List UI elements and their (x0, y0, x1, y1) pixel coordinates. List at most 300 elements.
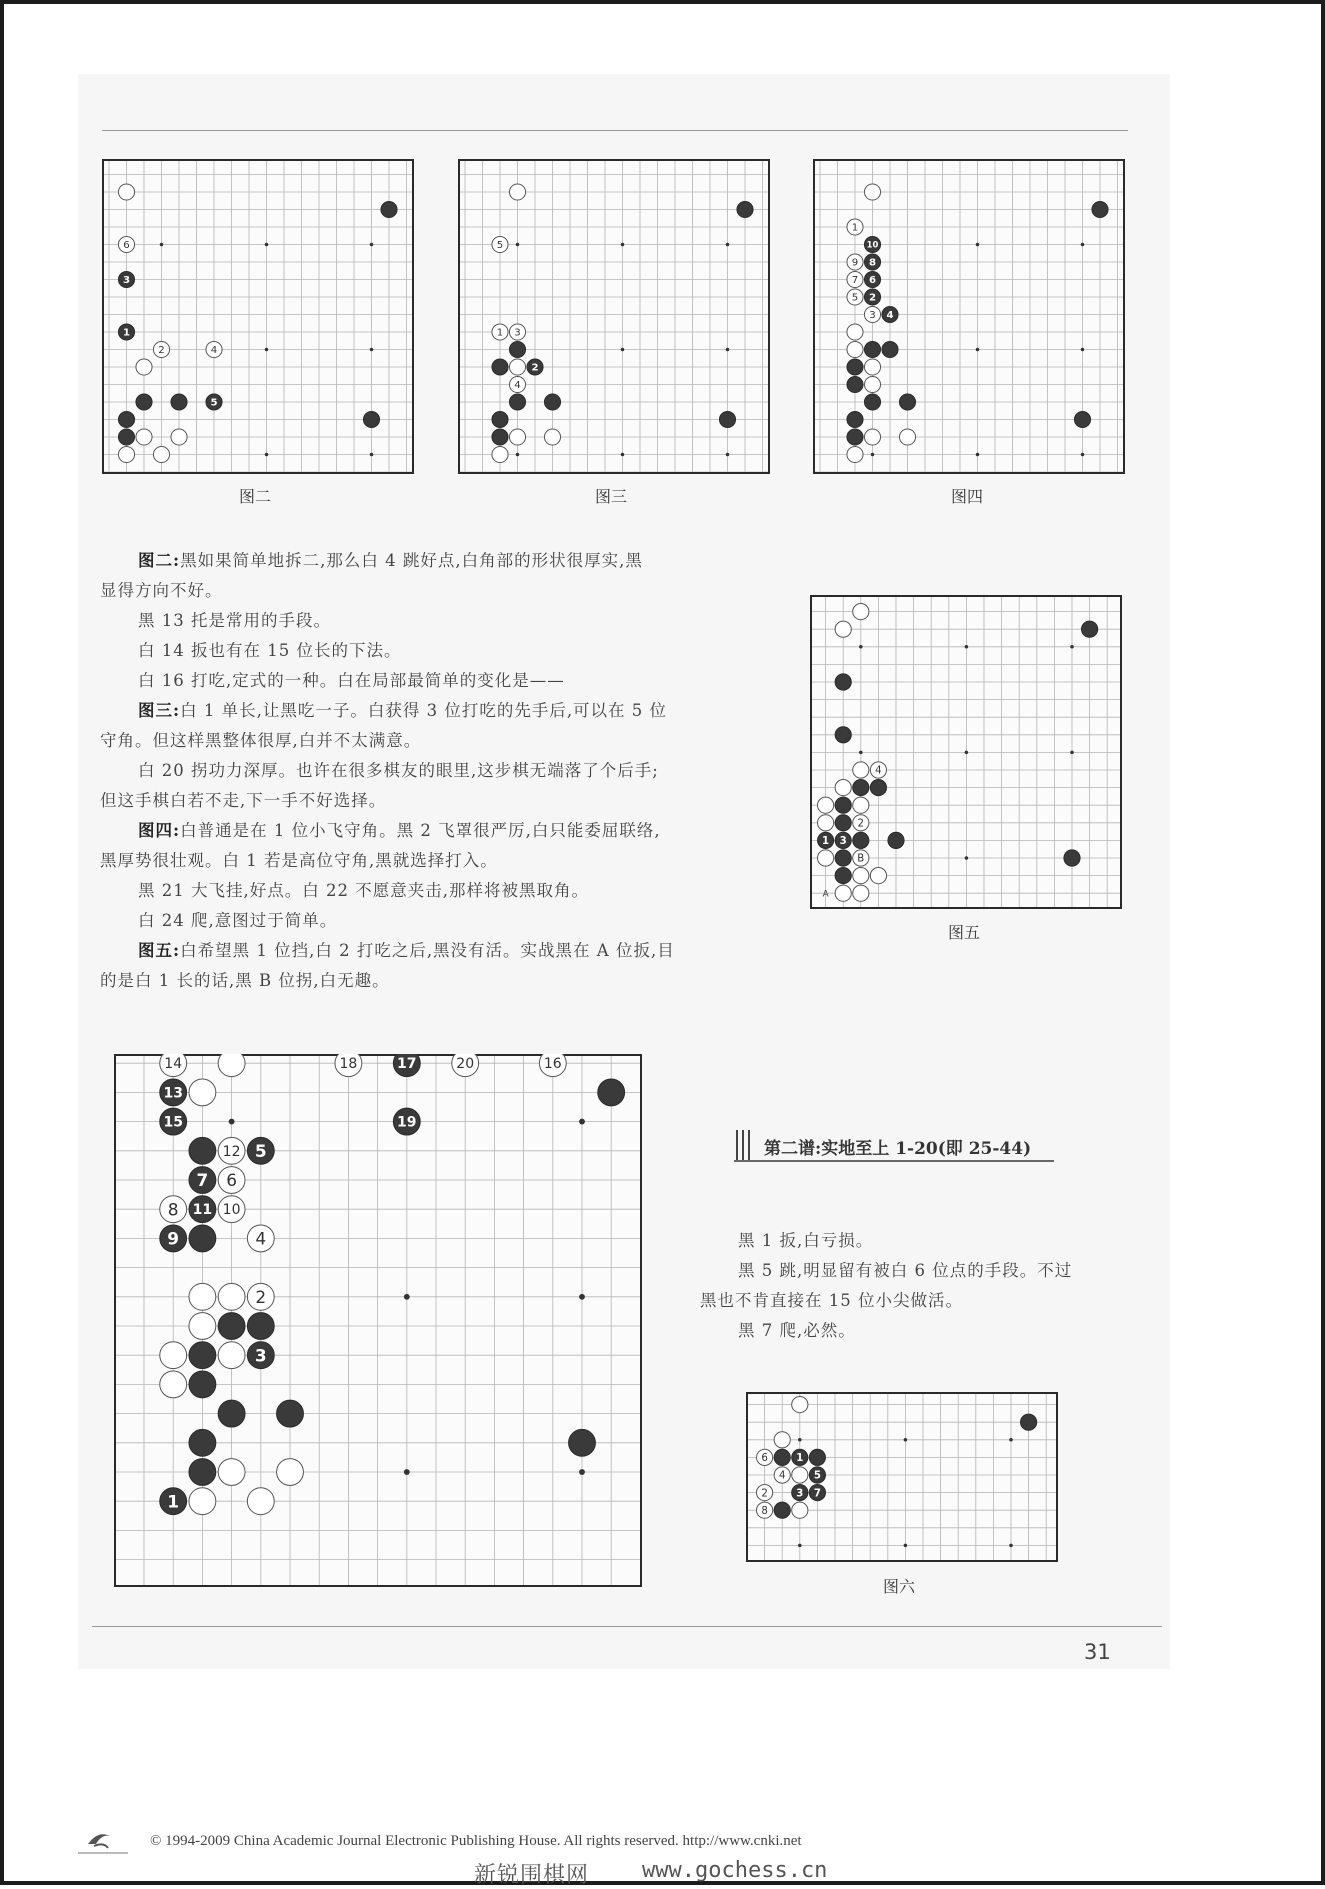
star-point (965, 751, 969, 755)
move-number: 8 (167, 1199, 179, 1220)
line-text: 黑 5 跳,明显留有被白 6 位点的手段。不过 (738, 1261, 1073, 1280)
white-stone (335, 1054, 362, 1077)
black-stone (189, 1371, 216, 1398)
go-board-svg (746, 1392, 1058, 1562)
text-line (100, 816, 740, 846)
move-number: 5 (254, 1140, 267, 1161)
move-number: 9 (167, 1228, 180, 1249)
black-stone (835, 674, 851, 690)
star-point (621, 348, 625, 352)
white-stone (870, 762, 886, 778)
star-point (516, 243, 520, 247)
move-number: 7 (196, 1170, 209, 1191)
white-stone (160, 1054, 187, 1077)
white-stone (153, 446, 169, 462)
text-line (100, 876, 740, 906)
black-stone (189, 1225, 216, 1252)
star-point (404, 1469, 410, 1475)
line-text: 守角。但这样黑整体很厚,白并不太满意。 (100, 731, 422, 750)
black-stone (160, 1108, 187, 1135)
black-stone (888, 832, 904, 848)
move-number: 3 (514, 327, 521, 339)
text-line (100, 966, 740, 996)
black-stone (189, 1196, 216, 1223)
move-number: 1 (822, 836, 830, 848)
white-stone (452, 1054, 479, 1077)
white-stone (792, 1467, 808, 1483)
line-text: 黑 13 托是常用的手段。 (138, 611, 331, 630)
white-stone (774, 1432, 790, 1448)
star-point (726, 348, 730, 352)
move-number: 2 (158, 345, 165, 357)
white-stone (864, 306, 880, 322)
figure-6-caption: 图六 (882, 1577, 915, 1596)
text-line (100, 906, 740, 936)
black-stone (853, 780, 869, 796)
black-stone (118, 271, 134, 287)
white-stone (171, 429, 187, 445)
line-text: 白 14 扳也有在 15 位长的下法。 (138, 641, 402, 660)
black-stone (853, 832, 869, 848)
white-stone (847, 271, 863, 287)
black-stone (737, 201, 753, 217)
white-stone (818, 815, 834, 831)
figure-5-board (810, 595, 1122, 909)
text-line (100, 786, 740, 816)
move-number: 4 (514, 380, 521, 392)
black-stone (899, 394, 915, 410)
section-title (734, 1126, 1054, 1166)
white-stone (189, 1283, 216, 1310)
move-number: 1 (796, 1453, 804, 1465)
black-stone (118, 324, 134, 340)
white-stone (818, 850, 834, 866)
move-number: 10 (222, 1202, 241, 1219)
text-line (700, 1286, 1130, 1316)
move-number: 3 (869, 310, 876, 322)
black-stone (818, 832, 834, 848)
black-stone (882, 306, 898, 322)
move-number: 16 (543, 1056, 562, 1073)
star-point (621, 453, 625, 457)
black-stone (847, 376, 863, 392)
white-stone (847, 446, 863, 462)
star-point (1070, 751, 1074, 755)
black-stone (160, 1225, 187, 1252)
move-number: 6 (761, 1453, 768, 1465)
star-point (798, 1438, 802, 1442)
go-board-svg (102, 159, 414, 474)
page-number: 31 (1084, 1640, 1111, 1664)
star-point (965, 645, 969, 649)
star-point (370, 348, 374, 352)
white-stone (847, 289, 863, 305)
white-stone (509, 359, 525, 375)
figure-label: 图二: (138, 551, 181, 570)
black-stone (118, 411, 134, 427)
move-number: 5 (496, 240, 504, 252)
black-stone (569, 1429, 596, 1456)
star-point (904, 1544, 908, 1548)
move-number: 4 (210, 345, 218, 357)
black-stone (835, 832, 851, 848)
move-number: 5 (210, 397, 218, 409)
white-stone (136, 429, 152, 445)
white-stone (218, 1342, 245, 1369)
black-stone (544, 394, 560, 410)
star-point (976, 453, 980, 457)
figure-3-caption: 图三 (594, 487, 627, 506)
white-stone (853, 762, 869, 778)
white-stone (864, 429, 880, 445)
figure-2-caption: 图二 (238, 487, 271, 506)
move-number: 3 (254, 1345, 267, 1366)
black-stone (864, 341, 880, 357)
white-stone (247, 1283, 274, 1310)
move-number: 1 (167, 1491, 180, 1512)
footer-rule (92, 1626, 1162, 1627)
black-stone (792, 1449, 808, 1465)
white-stone (847, 324, 863, 340)
line-text: 的是白 1 长的话,黑 B 位拐,白无趣。 (100, 971, 390, 990)
white-stone (835, 780, 851, 796)
white-stone (247, 1488, 274, 1515)
white-stone (509, 184, 525, 200)
white-stone (853, 868, 869, 884)
move-number: 18 (339, 1056, 358, 1073)
white-stone (757, 1502, 773, 1518)
black-stone (218, 1400, 245, 1427)
white-stone (206, 341, 222, 357)
white-stone (277, 1459, 304, 1486)
white-stone (118, 184, 134, 200)
white-stone (818, 797, 834, 813)
white-stone (118, 236, 134, 252)
text-line (100, 936, 740, 966)
star-point (265, 453, 269, 457)
star-point (579, 1119, 585, 1125)
move-number: 8 (868, 257, 877, 269)
white-stone (492, 324, 508, 340)
star-point (726, 243, 730, 247)
white-stone (218, 1054, 245, 1077)
star-point (160, 243, 164, 247)
white-stone (835, 885, 851, 901)
line-text: 黑 7 爬,必然。 (738, 1321, 856, 1340)
black-stone (206, 394, 222, 410)
go-board-svg (813, 159, 1125, 474)
white-stone (899, 429, 915, 445)
section-title-underline (734, 1160, 1054, 1162)
star-point (265, 243, 269, 247)
copyright-footer: © 1994-2009 China Academic Journal Electronic Publishing House. All rights reserved. http://www.cnki.net (150, 1833, 802, 1849)
line-text: 显得方向不好。 (100, 581, 223, 600)
figure-label: 图三: (138, 701, 181, 720)
white-stone (118, 446, 134, 462)
move-number: 2 (255, 1286, 267, 1307)
star-point (1070, 645, 1074, 649)
white-stone (189, 1079, 216, 1106)
black-stone (864, 236, 880, 252)
text-line (100, 666, 740, 696)
star-point (579, 1294, 585, 1300)
text-line (700, 1226, 1130, 1256)
black-stone (835, 850, 851, 866)
white-stone (792, 1502, 808, 1518)
line-text: 黑 21 大飞挂,好点。白 22 不愿意夹击,那样将被黑取角。 (138, 881, 589, 900)
move-number: 1 (496, 327, 504, 339)
move-number: 8 (761, 1505, 768, 1517)
move-number: 7 (813, 1488, 821, 1500)
commentary-block-1 (100, 546, 740, 996)
black-stone (218, 1313, 245, 1340)
white-stone (757, 1449, 773, 1465)
white-stone (509, 429, 525, 445)
white-stone (847, 341, 863, 357)
star-point (370, 243, 374, 247)
star-point (965, 856, 969, 860)
white-stone (218, 1137, 245, 1164)
white-stone (136, 359, 152, 375)
black-stone (864, 394, 880, 410)
black-stone (1064, 850, 1080, 866)
white-stone (864, 376, 880, 392)
text-line (700, 1316, 1130, 1346)
black-stone (774, 1502, 790, 1518)
black-stone (870, 780, 886, 796)
text-line (100, 576, 740, 606)
move-number: 3 (796, 1488, 804, 1500)
black-stone (809, 1467, 825, 1483)
white-stone (247, 1225, 274, 1252)
text-line (100, 846, 740, 876)
white-stone (509, 376, 525, 392)
move-number: 5 (813, 1470, 821, 1482)
move-number: 20 (456, 1056, 475, 1073)
white-stone (539, 1054, 566, 1077)
text-line (100, 546, 740, 576)
white-stone (218, 1459, 245, 1486)
black-stone (792, 1485, 808, 1501)
move-number: 9 (851, 257, 859, 269)
white-stone (847, 219, 863, 235)
black-stone (847, 359, 863, 375)
move-number: 6 (868, 275, 877, 287)
text-line (100, 696, 740, 726)
black-stone (118, 429, 134, 445)
star-point (370, 453, 374, 457)
white-stone (757, 1485, 773, 1501)
star-point (798, 1544, 802, 1548)
black-stone (189, 1137, 216, 1164)
star-point (1009, 1544, 1013, 1548)
move-number: 13 (163, 1085, 183, 1102)
white-stone (189, 1488, 216, 1515)
white-stone (835, 621, 851, 637)
line-text: 白希望黑 1 位挡,白 2 打吃之后,黑没有活。实战黑在 A 位扳,目 (180, 941, 675, 960)
white-stone (492, 446, 508, 462)
white-stone (853, 604, 869, 620)
black-stone (835, 797, 851, 813)
black-stone (189, 1459, 216, 1486)
text-line (100, 756, 740, 786)
white-stone (492, 236, 508, 252)
white-stone (864, 184, 880, 200)
figure-4-board (813, 159, 1125, 474)
white-stone (218, 1283, 245, 1310)
white-stone (160, 1342, 187, 1369)
black-stone (864, 254, 880, 270)
line-text: 白普通是在 1 位小飞守角。黑 2 飞罩很严厉,白只能委屈联络, (180, 821, 661, 840)
white-stone (160, 1196, 187, 1223)
move-number: 2 (857, 818, 865, 830)
figure-label: 图四: (138, 821, 181, 840)
move-number: 3 (839, 836, 847, 848)
white-stone (509, 324, 525, 340)
star-point (859, 645, 863, 649)
move-number: 10 (866, 239, 879, 250)
black-stone (527, 359, 543, 375)
main-game-board (114, 1054, 642, 1587)
white-stone (853, 797, 869, 813)
black-stone (809, 1449, 825, 1465)
move-number: 4 (255, 1228, 267, 1249)
black-stone (1074, 411, 1090, 427)
white-stone (189, 1313, 216, 1340)
black-stone (835, 815, 851, 831)
black-stone (774, 1449, 790, 1465)
go-board-svg (458, 159, 770, 474)
line-text: 白 1 单长,让黑吃一子。白获得 3 位打吃的先手后,可以在 5 位 (180, 701, 668, 720)
line-text: 白 24 爬,意图过于简单。 (138, 911, 338, 930)
move-number: B (857, 853, 865, 865)
black-stone (492, 411, 508, 427)
move-number: 11 (192, 1202, 213, 1219)
white-stone (853, 850, 869, 866)
black-stone (847, 429, 863, 445)
star-point (579, 1469, 585, 1475)
black-stone (247, 1313, 274, 1340)
move-number: 5 (851, 292, 859, 304)
site-watermark-url: www.gochess.cn (642, 1858, 828, 1883)
white-stone (544, 429, 560, 445)
move-number: 15 (163, 1114, 183, 1131)
point-marker: A (822, 889, 829, 900)
publisher-logo-icon (74, 1824, 132, 1858)
black-stone (847, 411, 863, 427)
header-rule (102, 130, 1128, 131)
black-stone (492, 429, 508, 445)
line-text: 但这手棋白若不走,下一手不好选择。 (100, 791, 387, 810)
figure-label: 图五: (138, 941, 181, 960)
commentary-block-2 (700, 1226, 1130, 1346)
black-stone (809, 1485, 825, 1501)
black-stone (835, 868, 851, 884)
text-line (700, 1256, 1130, 1286)
move-number: 12 (222, 1143, 241, 1160)
black-stone (1021, 1414, 1037, 1430)
black-stone (381, 201, 397, 217)
white-stone (774, 1467, 790, 1483)
star-point (859, 751, 863, 755)
title-bars (734, 1130, 752, 1160)
star-point (265, 348, 269, 352)
star-point (1081, 243, 1085, 247)
figure-5-caption: 图五 (947, 923, 980, 942)
black-stone (189, 1167, 216, 1194)
move-number: 4 (886, 310, 894, 322)
black-stone (136, 394, 152, 410)
move-number: 6 (226, 1170, 237, 1191)
star-point (976, 348, 980, 352)
star-point (1081, 348, 1085, 352)
black-stone (363, 411, 379, 427)
line-text: 白 20 拐功力深厚。也许在很多棋友的眼里,这步棋无端落了个后手; (138, 761, 659, 780)
black-stone (189, 1429, 216, 1456)
white-stone (864, 359, 880, 375)
white-stone (218, 1196, 245, 1223)
black-stone (171, 394, 187, 410)
figure-3-board (458, 159, 770, 474)
move-number: 7 (851, 275, 859, 287)
move-number: 6 (123, 240, 130, 252)
star-point (976, 243, 980, 247)
site-watermark-name: 新锐围棋网 (474, 1863, 590, 1888)
line-text: 黑也不肯直接在 15 位小尖做活。 (700, 1291, 963, 1310)
line-text: 黑厚势很壮观。白 1 若是高位守角,黑就选择打入。 (100, 851, 498, 870)
star-point (229, 1119, 235, 1125)
black-stone (864, 289, 880, 305)
move-number: 19 (397, 1114, 417, 1131)
white-stone (847, 254, 863, 270)
black-stone (864, 271, 880, 287)
line-text: 黑 1 扳,白亏损。 (738, 1231, 874, 1250)
star-point (726, 453, 730, 457)
star-point (621, 243, 625, 247)
black-stone (719, 411, 735, 427)
figure-6-board (746, 1392, 1058, 1562)
text-line (100, 606, 740, 636)
black-stone (598, 1079, 625, 1106)
move-number: 1 (122, 327, 131, 339)
black-stone (160, 1079, 187, 1106)
figure-4-caption: 图四 (950, 487, 983, 506)
black-stone (247, 1137, 274, 1164)
move-number: 1 (851, 222, 859, 234)
move-number: 2 (531, 362, 539, 374)
black-stone (160, 1488, 187, 1515)
white-stone (853, 885, 869, 901)
white-stone (792, 1397, 808, 1413)
star-point (516, 453, 520, 457)
text-line (100, 726, 740, 756)
move-number: 2 (868, 292, 877, 304)
line-text: 黑如果简单地拆二,那么白 4 跳好点,白角部的形状很厚实,黑 (180, 551, 643, 570)
move-number: 4 (778, 1470, 786, 1482)
black-stone (247, 1342, 274, 1369)
move-number: 2 (761, 1488, 768, 1500)
black-stone (882, 341, 898, 357)
section-title-text: 第二谱:实地至上 1-20(即 25-44) (764, 1139, 1032, 1159)
star-point (871, 453, 875, 457)
black-stone (1082, 621, 1098, 637)
move-number: 17 (397, 1056, 417, 1073)
move-number: 3 (122, 275, 131, 287)
white-stone (153, 341, 169, 357)
black-stone (509, 341, 525, 357)
line-text: 白 16 打吃,定式的一种。白在局部最简单的变化是—— (138, 671, 565, 690)
black-stone (492, 359, 508, 375)
